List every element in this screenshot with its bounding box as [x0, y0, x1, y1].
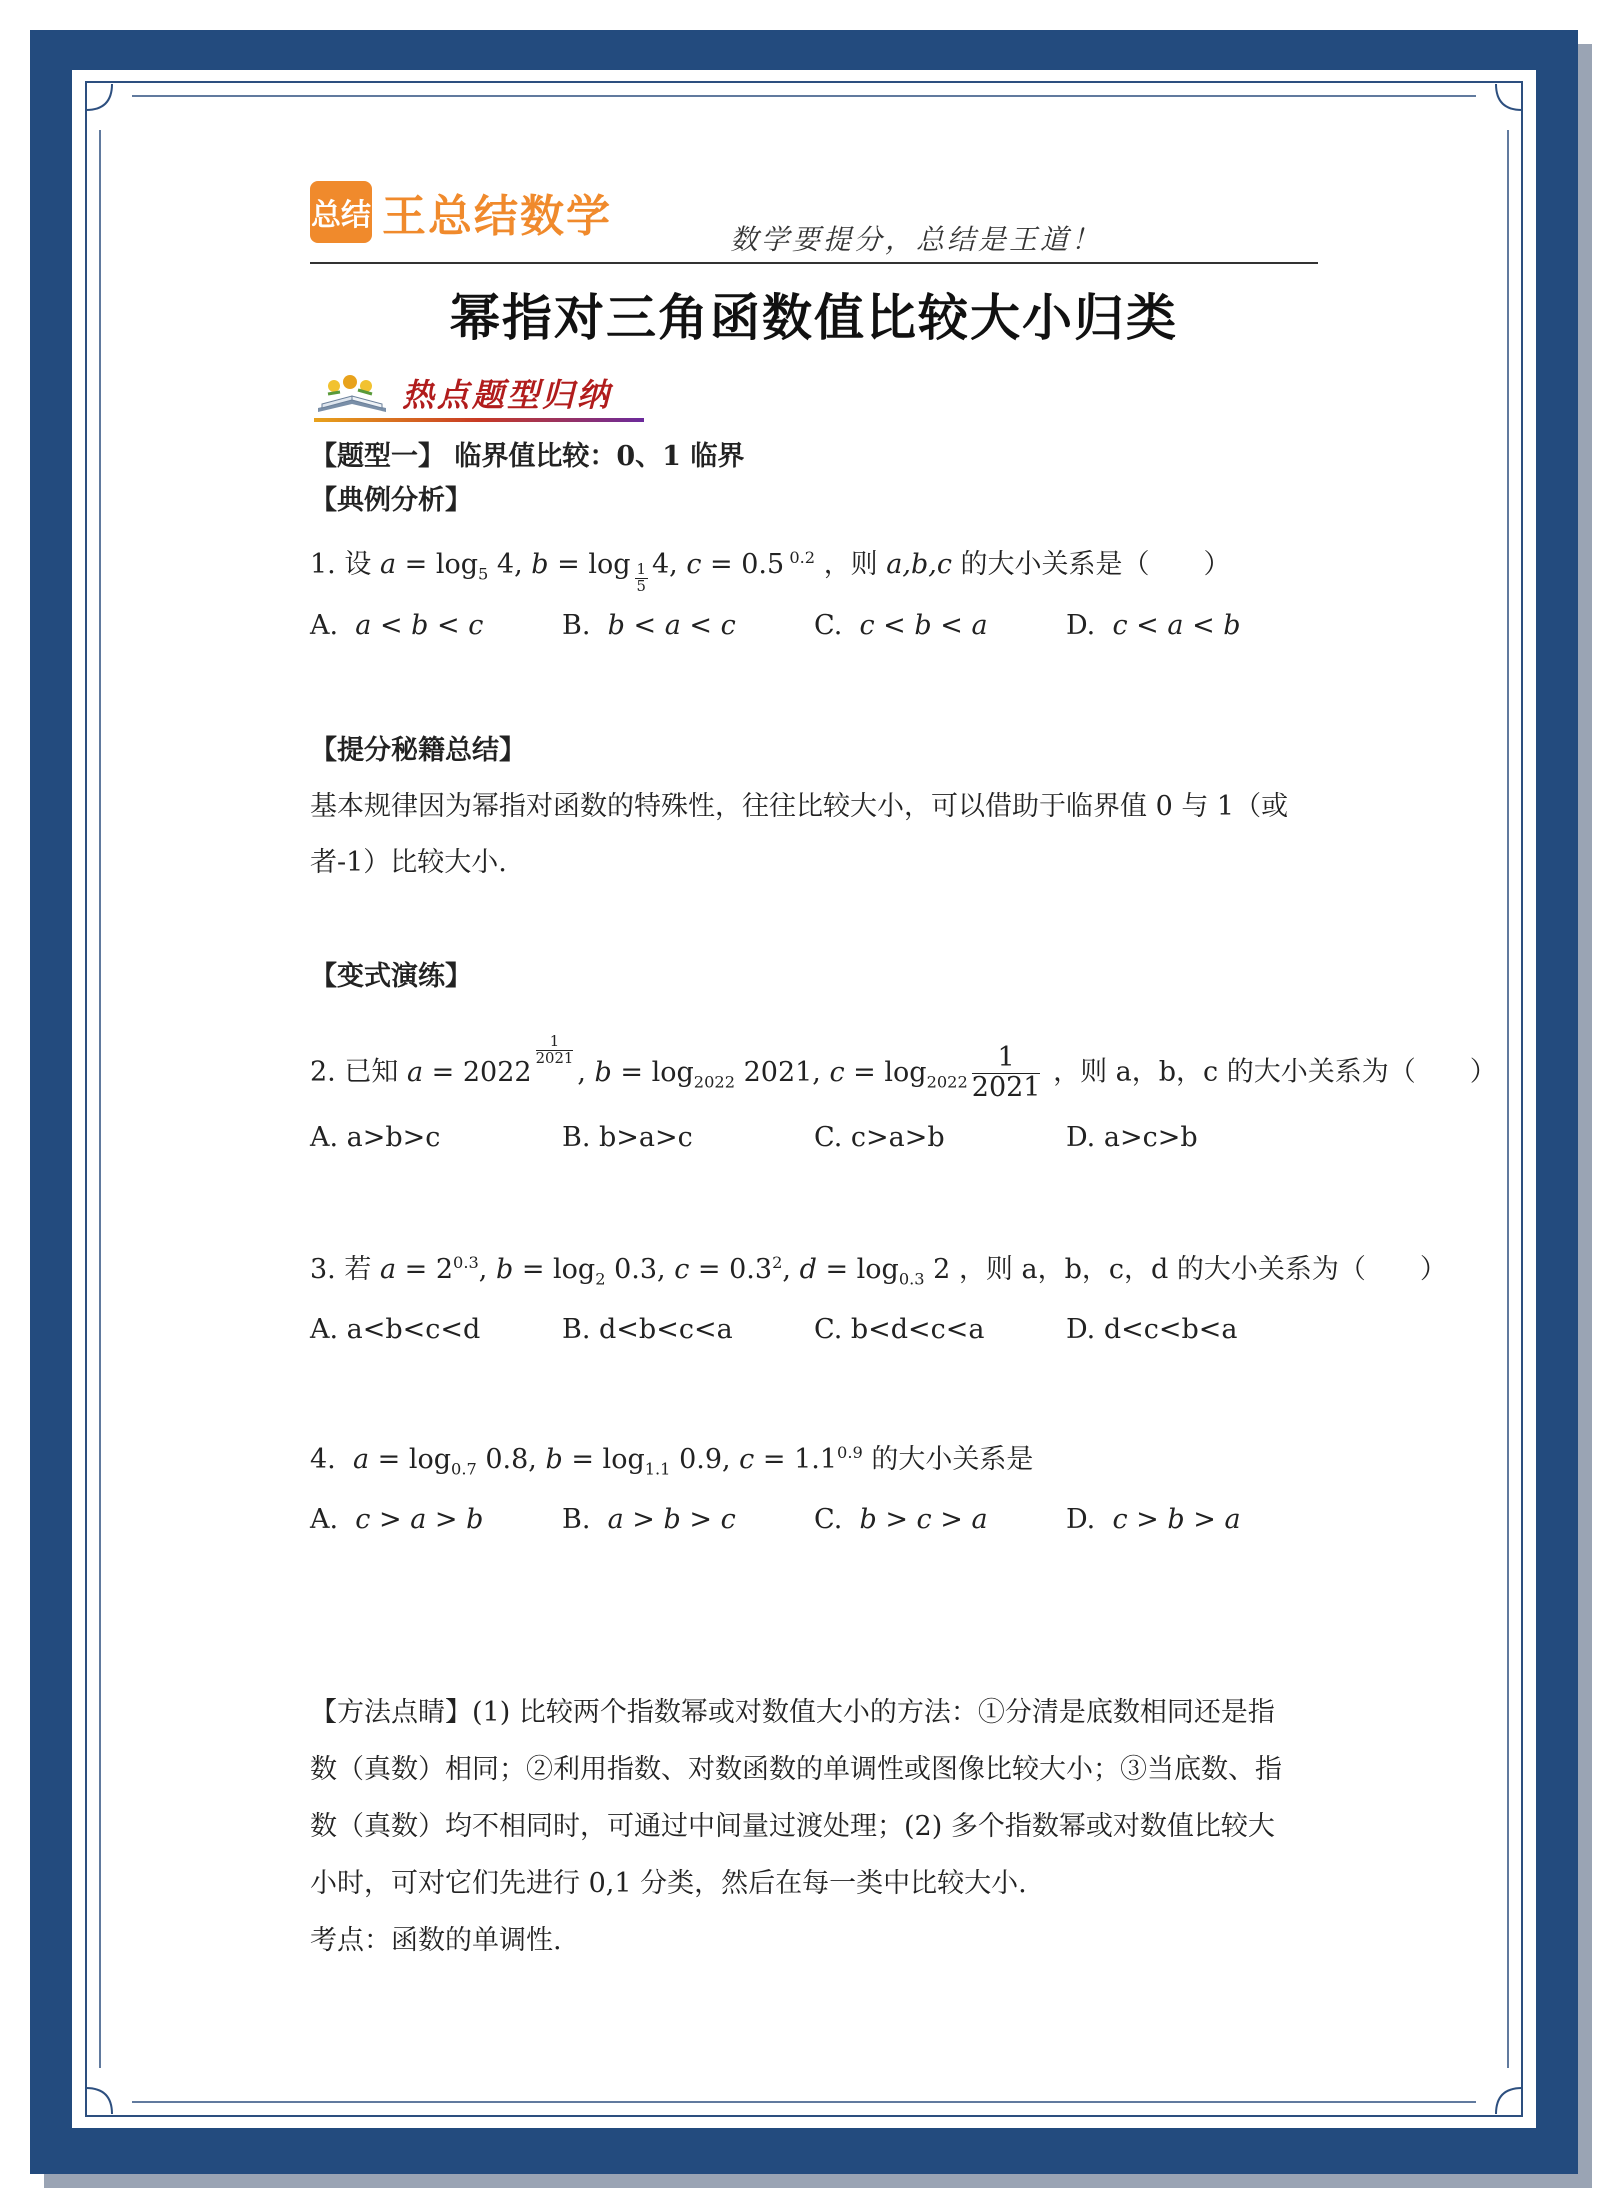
question-3-formula: $a = 2^{0.3}$, $b = \log_2 0.3$, $c = 0.3^2$, $d = \log_{0.3} 2$	[379, 1253, 951, 1289]
slogan: 数学要提分，总结是王道！	[730, 223, 1103, 256]
option-a[interactable]: A. a<b<c<d	[310, 1314, 481, 1345]
question-suffix: ，则 a，b，c，d 的大小关系为（ ）	[958, 1254, 1447, 1285]
option-a[interactable]: A. c > a > b	[310, 1504, 484, 1535]
practice-heading: 【变式演练】	[310, 961, 472, 992]
question-4	[310, 1436, 1033, 1486]
banner-text: 热点题型归纳	[402, 376, 613, 414]
banner-underline	[314, 418, 644, 422]
option-c[interactable]: C. b > c > a	[814, 1504, 988, 1535]
tips-heading: 【提分秘籍总结】	[310, 735, 526, 766]
example-heading: 【典例分析】	[310, 485, 472, 516]
question-1-vars: a,b,c	[886, 549, 952, 580]
question-number: 2.	[310, 1056, 336, 1088]
question-type-heading: 【题型一】 临界值比较：0、1 临界	[310, 441, 745, 472]
question-prefix: 设	[344, 549, 372, 580]
option-d[interactable]: D. c < a < b	[1066, 610, 1241, 641]
book-icon	[314, 372, 390, 414]
question-2-formula: a = 2022 $\frac{1}{2021}$ , $b = \log_{2022} 2021$, $c = \log_{2022}$ $\frac{1}{2021}$	[406, 1032, 1041, 1103]
header-rule	[310, 262, 1318, 264]
question-number: 4.	[310, 1444, 336, 1475]
option-c[interactable]: C. c < b < a	[814, 610, 988, 641]
question-suffix: 的大小关系是	[871, 1444, 1034, 1475]
question-suffix: ，则 a，b，c 的大小关系为（ ）	[1053, 1056, 1497, 1088]
method-line-3: 数（真数）均不相同时，可通过中间量过渡处理；(2) 多个指数幂或对数值比较大	[310, 1811, 1275, 1842]
option-a[interactable]: A. a < b < c	[310, 610, 484, 641]
question-suffix: ，则	[823, 549, 878, 580]
option-d[interactable]: D. a>c>b	[1066, 1122, 1198, 1153]
option-c[interactable]: C. b<d<c<a	[814, 1314, 985, 1345]
option-c[interactable]: C. c>a>b	[814, 1122, 945, 1153]
question-2	[310, 1034, 1497, 1107]
option-b[interactable]: B. d<b<c<a	[562, 1314, 733, 1345]
option-a[interactable]: A. a>b>c	[310, 1122, 441, 1153]
method-line-1: 【方法点睛】(1) 比较两个指数幂或对数值大小的方法：①分清是底数相同还是指	[310, 1697, 1275, 1728]
question-prefix: 已知	[344, 1056, 399, 1088]
logo-text: 王总结数学	[382, 191, 612, 242]
question-1	[310, 538, 1231, 595]
option-d[interactable]: D. d<c<b<a	[1066, 1314, 1238, 1345]
method-topic: 考点：函数的单调性.	[310, 1925, 562, 1956]
logo-mark: 总结	[310, 181, 372, 243]
brand-logo	[310, 180, 612, 244]
tips-line-2: 者-1）比较大小.	[310, 847, 507, 878]
question-number: 3.	[310, 1254, 336, 1285]
option-d[interactable]: D. c > b > a	[1066, 1504, 1241, 1535]
method-line-2: 数（真数）相同；②利用指数、对数函数的单调性或图像比较大小；③当底数、指	[310, 1754, 1282, 1785]
option-b[interactable]: B. b < a < c	[562, 610, 736, 641]
question-3	[310, 1246, 1447, 1296]
question-4-formula: $a = \log_{0.7} 0.8$, $b = \log_{1.1} 0.9$, $c = 1.1^{0.9}$	[352, 1443, 863, 1479]
question-number: 1.	[310, 549, 336, 580]
tips-line-1: 基本规律因为幂指对函数的特殊性，往往比较大小，可以借助于临界值 0 与 1（或	[310, 791, 1289, 822]
method-line-4: 小时，可对它们先进行 0,1 分类，然后在每一类中比较大小.	[310, 1868, 1027, 1899]
option-b[interactable]: B. b>a>c	[562, 1122, 693, 1153]
question-prefix: 若	[344, 1254, 372, 1285]
question-suffix-2: 的大小关系是（ ）	[960, 549, 1231, 580]
option-b[interactable]: B. a > b > c	[562, 1504, 736, 1535]
question-1-formula: $a = \log_5 4$, b = log $\frac{1}{5}$ 4, c = 0.5 $^{0.2}$	[379, 548, 816, 595]
page-title: 幂指对三角函数值比较大小归类	[450, 288, 1178, 347]
section-banner	[314, 366, 644, 422]
